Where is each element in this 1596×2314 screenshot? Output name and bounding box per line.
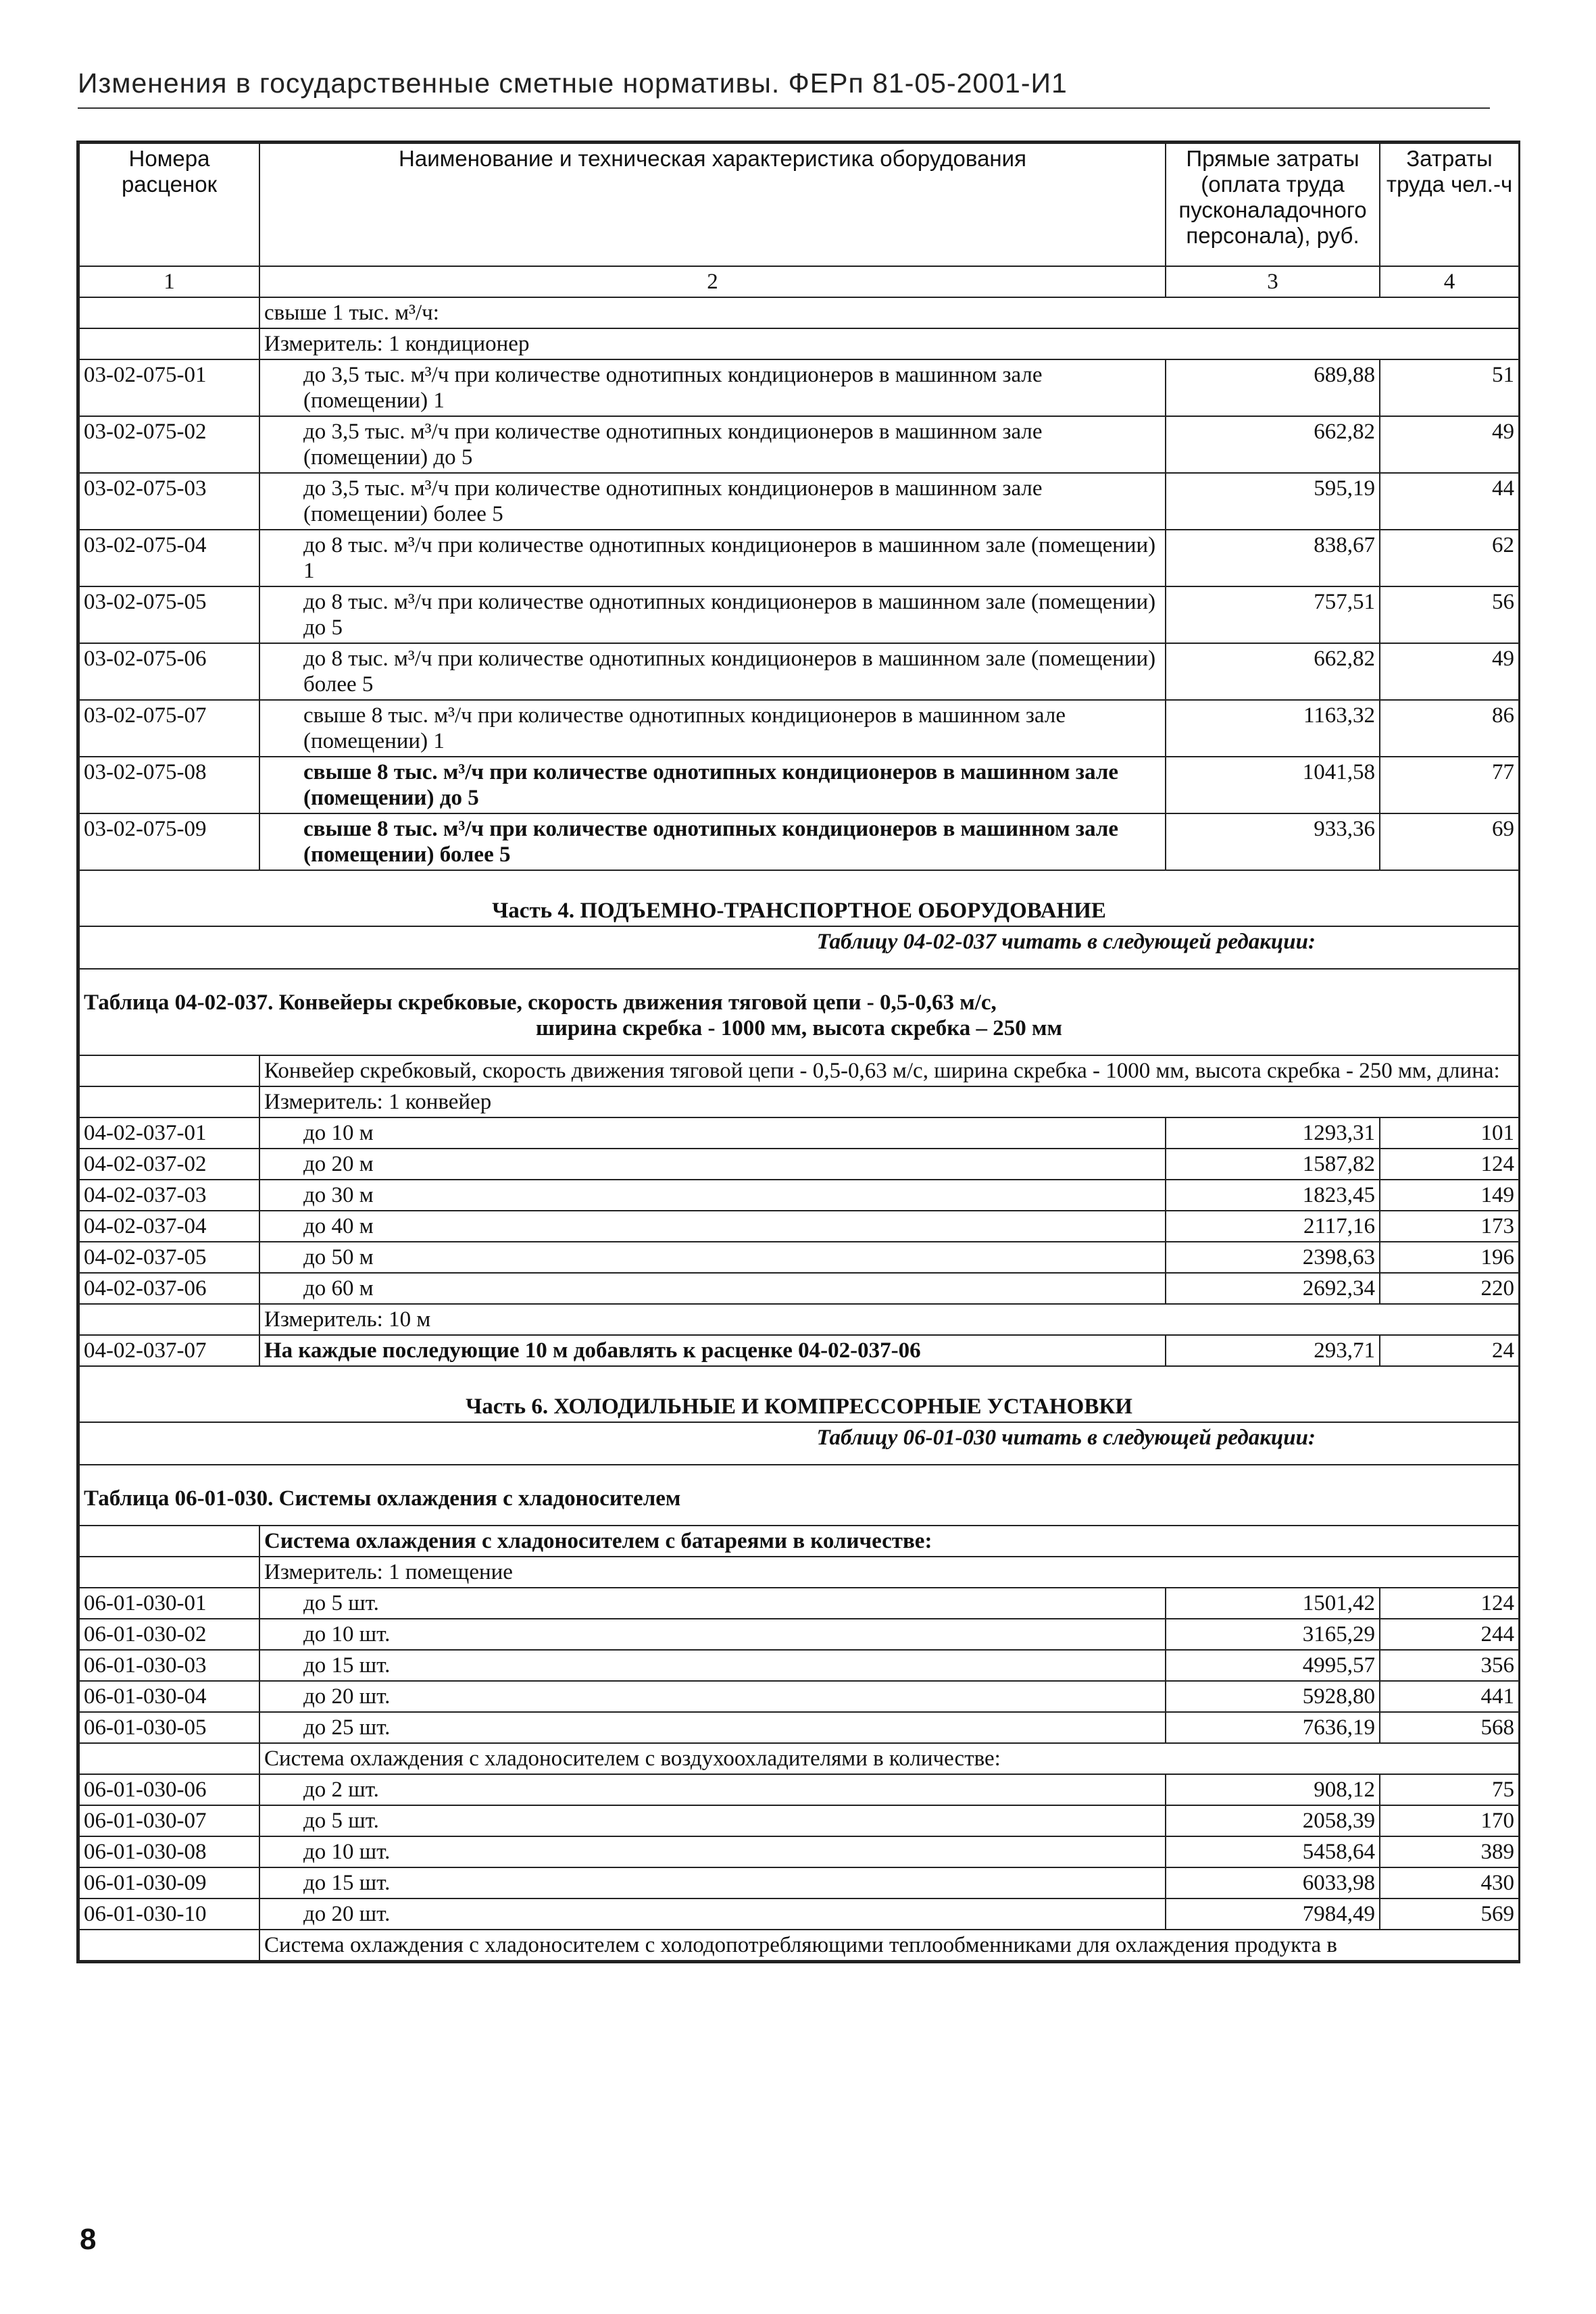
rate-code: 03-02-075-07 — [79, 700, 259, 757]
section-intro-row — [79, 297, 1519, 328]
rate-labor: 244 — [1380, 1619, 1519, 1650]
table-06-01-030-title-row — [79, 1465, 1519, 1526]
conveyor-meter-2-row — [79, 1304, 1519, 1335]
part-4-title-row — [79, 870, 1519, 926]
rate-cost: 1587,82 — [1166, 1149, 1380, 1180]
rates-sheet — [76, 141, 1520, 1963]
rate-code: 06-01-030-02 — [79, 1619, 259, 1650]
table-06-01-030-title: Таблица 06-01-030. Системы охлаждения с хладоносителем — [79, 1465, 1519, 1526]
rate-code: 04-02-037-01 — [79, 1117, 259, 1149]
rate-description: до 50 м — [259, 1242, 1166, 1273]
rate-cost: 5928,80 — [1166, 1681, 1380, 1712]
rate-code: 06-01-030-10 — [79, 1898, 259, 1930]
rate-description: свыше 8 тыс. м³/ч при количестве однотипных кондиционеров в машинном зале (помещении) более 5 — [259, 813, 1166, 870]
rate-description: до 20 м — [259, 1149, 1166, 1180]
rate-description: до 5 шт. — [259, 1805, 1166, 1836]
rate-labor: 170 — [1380, 1805, 1519, 1836]
rate-description: до 30 м — [259, 1180, 1166, 1211]
rate-code: 03-02-075-09 — [79, 813, 259, 870]
rate-description: до 3,5 тыс. м³/ч при количестве однотипных кондиционеров в машинном зале (помещении) 1 — [259, 359, 1166, 416]
rate-labor: 101 — [1380, 1117, 1519, 1149]
rate-code: 06-01-030-04 — [79, 1681, 259, 1712]
rate-cost: 1293,31 — [1166, 1117, 1380, 1149]
rate-labor: 568 — [1380, 1712, 1519, 1743]
page-number: 8 — [80, 2223, 97, 2256]
table-row — [79, 1335, 1519, 1366]
rate-description: до 15 шт. — [259, 1867, 1166, 1898]
rate-labor: 69 — [1380, 813, 1519, 870]
cooling-intro-air-coolers-row — [79, 1743, 1519, 1774]
rate-cost: 2692,34 — [1166, 1273, 1380, 1304]
rate-code: 03-02-075-06 — [79, 643, 259, 700]
table-row — [79, 1805, 1519, 1836]
rate-labor: 569 — [1380, 1898, 1519, 1930]
rate-code: 04-02-037-04 — [79, 1211, 259, 1242]
rate-description: до 8 тыс. м³/ч при количестве однотипных кондиционеров в машинном зале (помещении) более 5 — [259, 643, 1166, 700]
rate-cost: 908,12 — [1166, 1774, 1380, 1805]
table-title-line-1: Таблица 04-02-037. Конвейеры скребковые, скорость движения тяговой цепи - 0,5-0,63 м/с, — [84, 990, 997, 1015]
cooling-intro-batteries: Система охлаждения с хладоносителем с батареями в количестве: — [259, 1526, 1519, 1557]
rate-labor: 441 — [1380, 1681, 1519, 1712]
column-header-name: Наименование и техническая характеристика оборудования — [259, 143, 1166, 266]
conveyor-meter-2: Измеритель: 10 м — [259, 1304, 1519, 1335]
rates-table — [78, 143, 1520, 1961]
rate-code: 03-02-075-01 — [79, 359, 259, 416]
rate-description: до 3,5 тыс. м³/ч при количестве однотипных кондиционеров в машинном зале (помещении) более 5 — [259, 473, 1166, 530]
rate-cost: 757,51 — [1166, 586, 1380, 643]
rate-labor: 49 — [1380, 643, 1519, 700]
table-row — [79, 813, 1519, 870]
empty-cell — [79, 1557, 259, 1588]
table-04-02-037-title — [79, 969, 1519, 1055]
rate-cost: 2117,16 — [1166, 1211, 1380, 1242]
rate-cost: 1823,45 — [1166, 1180, 1380, 1211]
table-row — [79, 1681, 1519, 1712]
rate-labor: 389 — [1380, 1836, 1519, 1867]
rate-labor: 86 — [1380, 700, 1519, 757]
rate-code: 06-01-030-01 — [79, 1588, 259, 1619]
empty-cell — [79, 1526, 259, 1557]
rate-description: до 8 тыс. м³/ч при количестве однотипных кондиционеров в машинном зале (помещении) 1 — [259, 530, 1166, 586]
section-intro: свыше 1 тыс. м³/ч: — [259, 297, 1519, 328]
table-row — [79, 1867, 1519, 1898]
table-row — [79, 1588, 1519, 1619]
rate-labor: 62 — [1380, 530, 1519, 586]
rate-description: до 10 м — [259, 1117, 1166, 1149]
rate-cost: 1501,42 — [1166, 1588, 1380, 1619]
table-row — [79, 1898, 1519, 1930]
rate-code: 06-01-030-06 — [79, 1774, 259, 1805]
cooling-intro-batteries-row — [79, 1526, 1519, 1557]
rate-cost: 838,67 — [1166, 530, 1380, 586]
rate-labor: 149 — [1380, 1180, 1519, 1211]
rate-description: до 40 м — [259, 1211, 1166, 1242]
empty-cell — [79, 1055, 259, 1086]
table-row — [79, 1211, 1519, 1242]
rate-labor: 173 — [1380, 1211, 1519, 1242]
rate-code: 06-01-030-09 — [79, 1867, 259, 1898]
rate-code: 03-02-075-03 — [79, 473, 259, 530]
column-header-row — [79, 143, 1519, 266]
rate-cost: 2058,39 — [1166, 1805, 1380, 1836]
table-row — [79, 1273, 1519, 1304]
rate-labor: 44 — [1380, 473, 1519, 530]
rate-description: до 15 шт. — [259, 1650, 1166, 1681]
table-row — [79, 1180, 1519, 1211]
rate-cost: 933,36 — [1166, 813, 1380, 870]
table-row — [79, 1774, 1519, 1805]
table-row — [79, 1836, 1519, 1867]
rate-labor: 56 — [1380, 586, 1519, 643]
conveyor-meter-row — [79, 1086, 1519, 1117]
rate-description: свыше 8 тыс. м³/ч при количестве однотипных кондиционеров в машинном зале (помещении) 1 — [259, 700, 1166, 757]
column-number-1: 1 — [79, 266, 259, 297]
rate-labor: 220 — [1380, 1273, 1519, 1304]
conveyor-meter: Измеритель: 1 конвейер — [259, 1086, 1519, 1117]
part-4-subtitle-row — [79, 926, 1519, 969]
rate-labor: 51 — [1380, 359, 1519, 416]
column-number-3: 3 — [1166, 266, 1380, 297]
table-row — [79, 643, 1519, 700]
rate-labor: 75 — [1380, 1774, 1519, 1805]
rate-description: до 25 шт. — [259, 1712, 1166, 1743]
column-number-2: 2 — [259, 266, 1166, 297]
part-4-subtitle: Таблицу 04-02-037 читать в следующей редакции: — [79, 926, 1519, 969]
rate-code: 06-01-030-07 — [79, 1805, 259, 1836]
empty-cell — [79, 328, 259, 359]
cooling-meter: Измеритель: 1 помещение — [259, 1557, 1519, 1588]
rates-table-body — [79, 143, 1519, 1961]
rate-description: до 10 шт. — [259, 1836, 1166, 1867]
column-header-cost: Прямые затраты (оплата труда пусконаладочного персонала), руб. — [1166, 143, 1380, 266]
table-row — [79, 586, 1519, 643]
part-6-title-row — [79, 1366, 1519, 1422]
rate-labor: 430 — [1380, 1867, 1519, 1898]
rate-code: 04-02-037-05 — [79, 1242, 259, 1273]
table-row — [79, 359, 1519, 416]
table-row — [79, 1149, 1519, 1180]
table-row — [79, 1650, 1519, 1681]
cooling-meter-row — [79, 1557, 1519, 1588]
cooling-intro-heat-exchangers-row — [79, 1930, 1519, 1961]
conveyor-intro-row — [79, 1055, 1519, 1086]
rate-cost: 6033,98 — [1166, 1867, 1380, 1898]
rate-description: На каждые последующие 10 м добавлять к расценке 04-02-037-06 — [259, 1335, 1166, 1366]
rate-code: 04-02-037-06 — [79, 1273, 259, 1304]
rate-labor: 24 — [1380, 1335, 1519, 1366]
rate-cost: 293,71 — [1166, 1335, 1380, 1366]
table-row — [79, 1242, 1519, 1273]
rate-cost: 1163,32 — [1166, 700, 1380, 757]
empty-cell — [79, 1743, 259, 1774]
rate-code: 04-02-037-02 — [79, 1149, 259, 1180]
rate-labor: 124 — [1380, 1149, 1519, 1180]
section-meter-row — [79, 328, 1519, 359]
rate-description: до 2 шт. — [259, 1774, 1166, 1805]
table-row — [79, 1619, 1519, 1650]
rate-description: до 60 м — [259, 1273, 1166, 1304]
rate-cost: 5458,64 — [1166, 1836, 1380, 1867]
rate-description: до 3,5 тыс. м³/ч при количестве однотипных кондиционеров в машинном зале (помещении) до 5 — [259, 416, 1166, 473]
rate-labor: 196 — [1380, 1242, 1519, 1273]
table-row — [79, 416, 1519, 473]
section-meter: Измеритель: 1 кондиционер — [259, 328, 1519, 359]
table-row — [79, 700, 1519, 757]
empty-cell — [79, 297, 259, 328]
rate-cost: 689,88 — [1166, 359, 1380, 416]
rate-code: 06-01-030-05 — [79, 1712, 259, 1743]
rate-description: до 5 шт. — [259, 1588, 1166, 1619]
rate-code: 03-02-075-04 — [79, 530, 259, 586]
rate-cost: 662,82 — [1166, 643, 1380, 700]
table-title-line-2: ширина скребка - 1000 мм, высота скребка – 250 мм — [536, 1016, 1062, 1040]
part-6-subtitle: Таблицу 06-01-030 читать в следующей редакции: — [79, 1422, 1519, 1465]
table-row — [79, 1712, 1519, 1743]
rate-code: 03-02-075-05 — [79, 586, 259, 643]
rate-description: до 20 шт. — [259, 1898, 1166, 1930]
rate-labor: 49 — [1380, 416, 1519, 473]
rate-labor: 356 — [1380, 1650, 1519, 1681]
rate-description: до 20 шт. — [259, 1681, 1166, 1712]
rate-cost: 7984,49 — [1166, 1898, 1380, 1930]
rate-cost: 3165,29 — [1166, 1619, 1380, 1650]
rate-code: 03-02-075-02 — [79, 416, 259, 473]
rate-cost: 595,19 — [1166, 473, 1380, 530]
rate-cost: 662,82 — [1166, 416, 1380, 473]
page-header: Изменения в государственные сметные нормативы. ФЕРп 81-05-2001-И1 — [78, 68, 1490, 109]
table-04-02-037-title-row — [79, 969, 1519, 1055]
rate-description: до 8 тыс. м³/ч при количестве однотипных кондиционеров в машинном зале (помещении) до 5 — [259, 586, 1166, 643]
rate-cost: 2398,63 — [1166, 1242, 1380, 1273]
rate-code: 04-02-037-03 — [79, 1180, 259, 1211]
rate-code: 04-02-037-07 — [79, 1335, 259, 1366]
column-header-labor: Затраты труда чел.-ч — [1380, 143, 1519, 266]
empty-cell — [79, 1930, 259, 1961]
column-header-codes: Номера расценок — [79, 143, 259, 266]
table-row — [79, 473, 1519, 530]
rate-cost: 4995,57 — [1166, 1650, 1380, 1681]
cooling-intro-air-coolers: Система охлаждения с хладоносителем с воздухоохладителями в количестве: — [259, 1743, 1519, 1774]
rate-cost: 1041,58 — [1166, 757, 1380, 813]
rate-description: свыше 8 тыс. м³/ч при количестве однотипных кондиционеров в машинном зале (помещении) до 5 — [259, 757, 1166, 813]
empty-cell — [79, 1086, 259, 1117]
column-number-4: 4 — [1380, 266, 1519, 297]
table-row — [79, 530, 1519, 586]
rate-code: 06-01-030-08 — [79, 1836, 259, 1867]
part-6-title: Часть 6. ХОЛОДИЛЬНЫЕ И КОМПРЕССОРНЫЕ УСТАНОВКИ — [79, 1366, 1519, 1422]
part-4-title: Часть 4. ПОДЪЕМНО-ТРАНСПОРТНОЕ ОБОРУДОВАНИЕ — [79, 870, 1519, 926]
rate-code: 06-01-030-03 — [79, 1650, 259, 1681]
empty-cell — [79, 1304, 259, 1335]
cooling-intro-heat-exchangers: Система охлаждения с хладоносителем с холодопотребляющими теплообменниками для охлаждения продукта в — [259, 1930, 1519, 1961]
conveyor-intro: Конвейер скребковый, скорость движения тяговой цепи - 0,5-0,63 м/с, ширина скребка - 1000 мм, высота скребка - 250 мм, длина: — [259, 1055, 1519, 1086]
part-6-subtitle-row — [79, 1422, 1519, 1465]
table-row — [79, 757, 1519, 813]
column-number-row — [79, 266, 1519, 297]
rate-description: до 10 шт. — [259, 1619, 1166, 1650]
rate-labor: 77 — [1380, 757, 1519, 813]
rate-code: 03-02-075-08 — [79, 757, 259, 813]
rate-labor: 124 — [1380, 1588, 1519, 1619]
rate-cost: 7636,19 — [1166, 1712, 1380, 1743]
table-row — [79, 1117, 1519, 1149]
